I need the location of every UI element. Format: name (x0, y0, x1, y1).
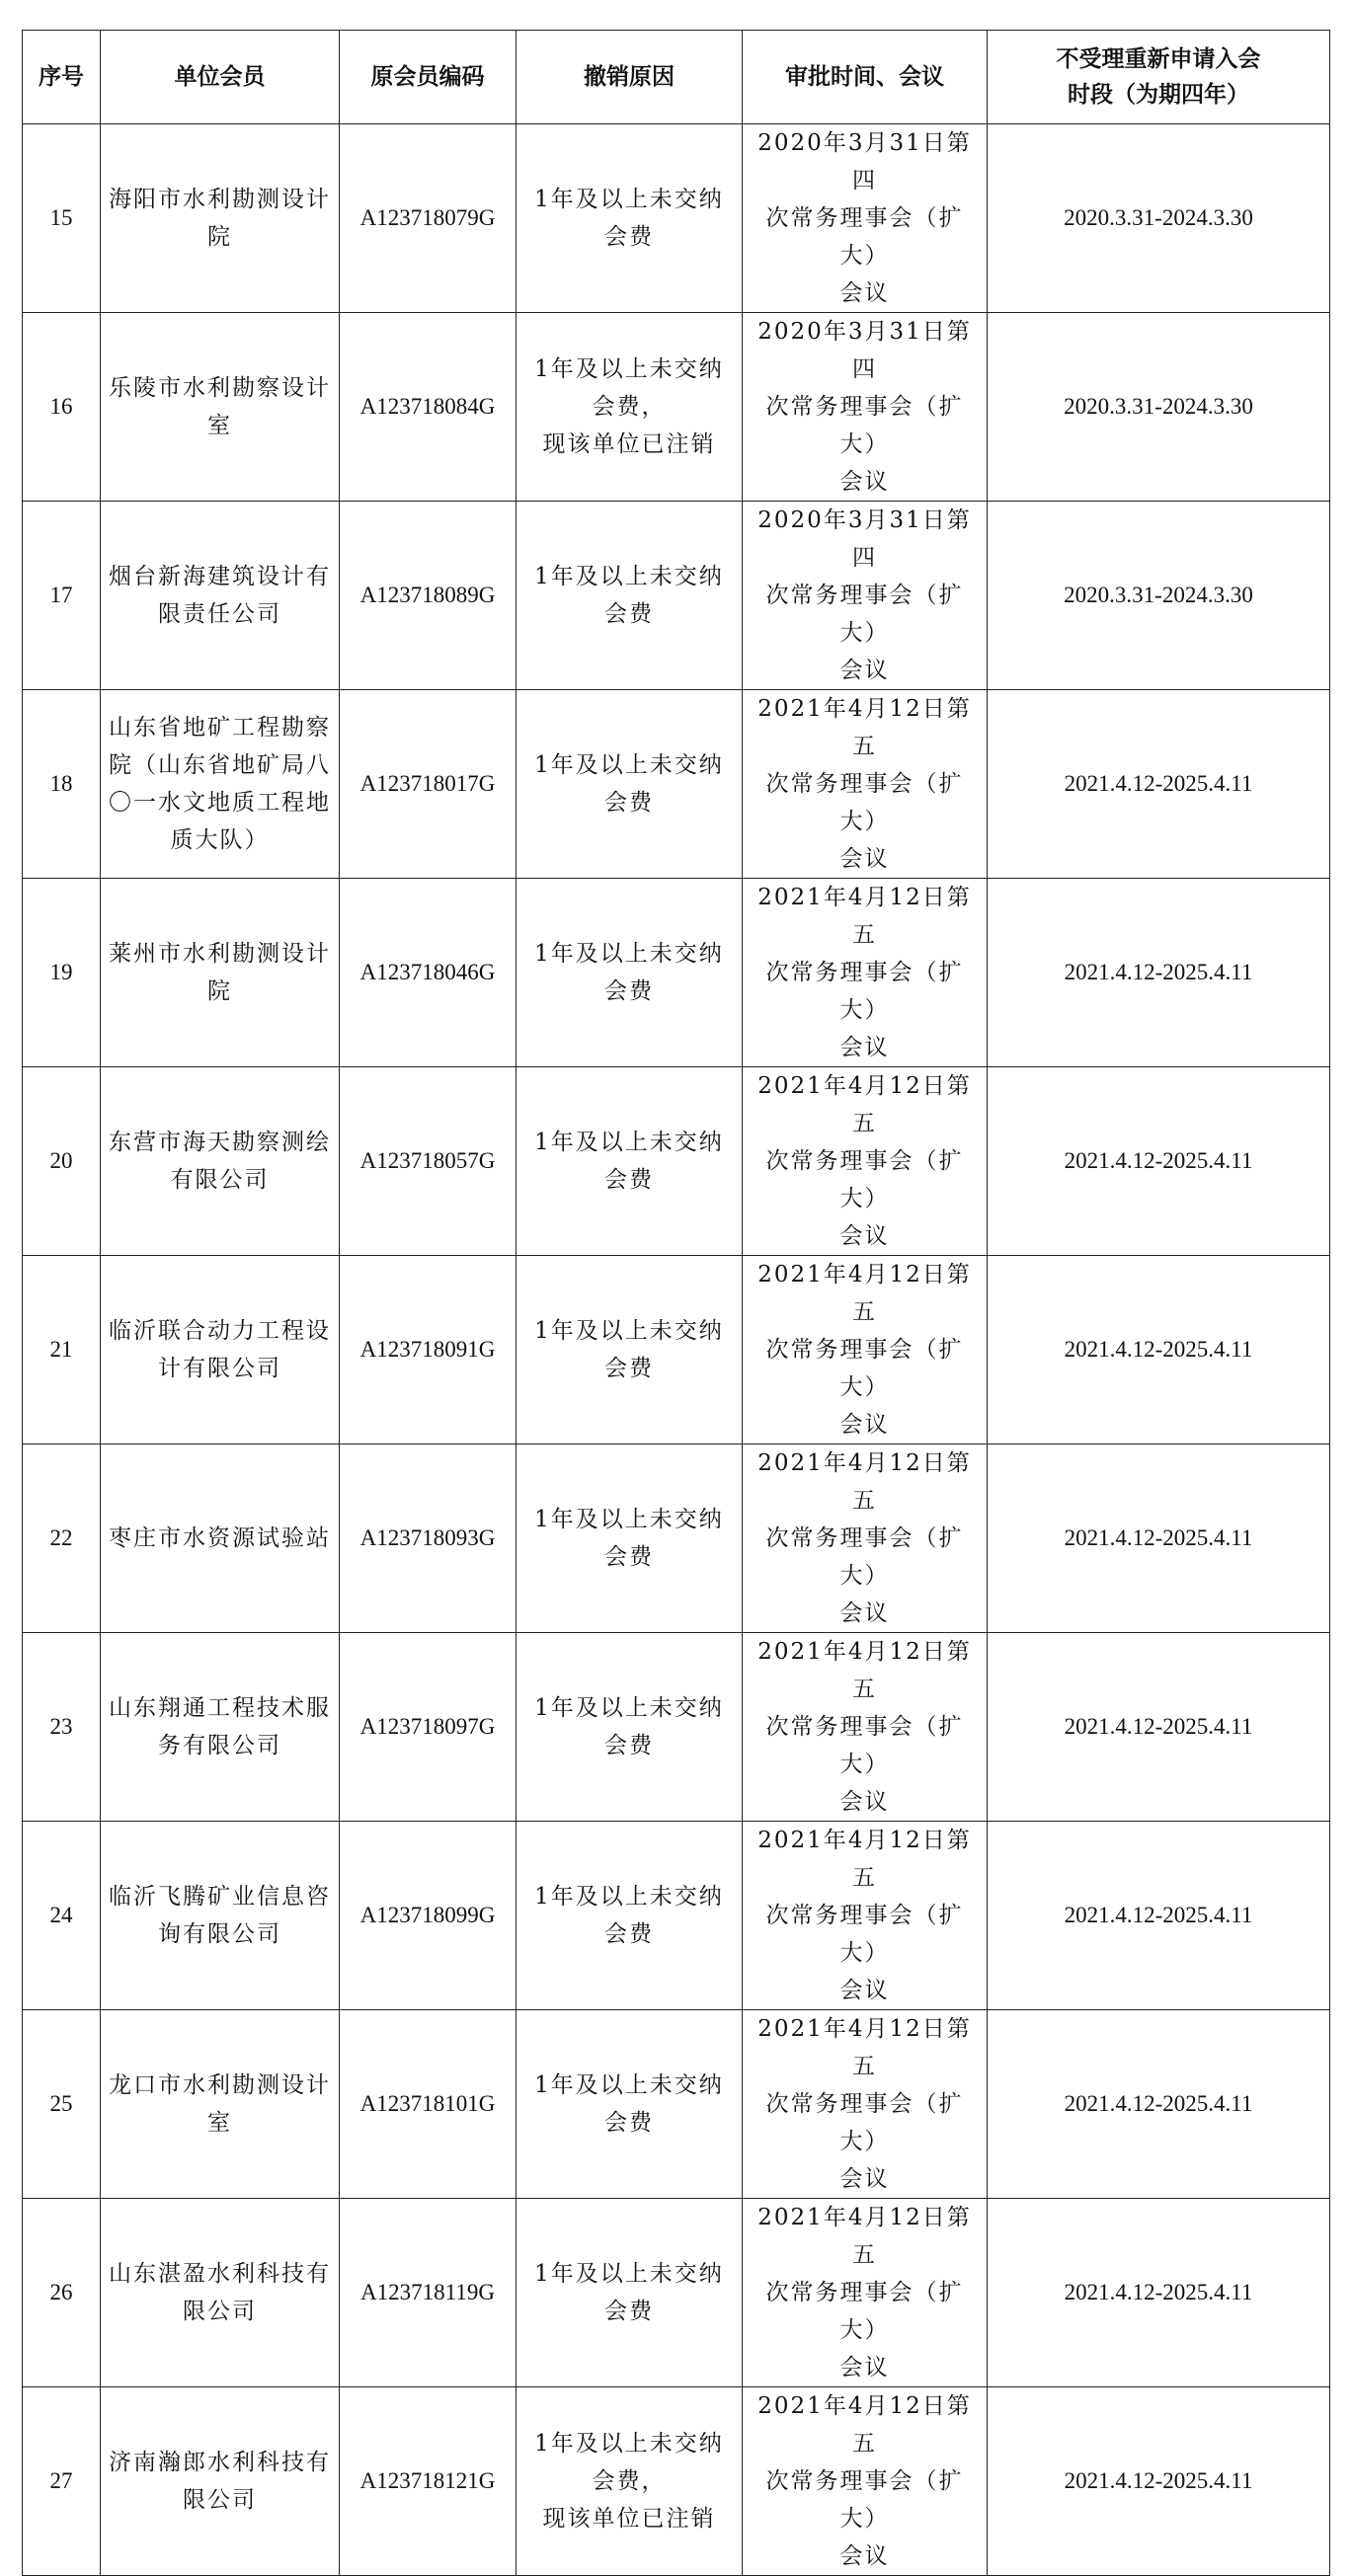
cell-period: 2021.4.12-2025.4.11 (988, 1067, 1330, 1256)
cell-reason (517, 690, 743, 879)
cell-reason (517, 879, 743, 1067)
cell-meeting-line: 2020年3月31日第四 (757, 507, 972, 571)
cell-unit-line: 山东省地矿工程勘察 (109, 715, 331, 741)
header-period (988, 31, 1330, 124)
cell-reason-line: 会费 (604, 1921, 654, 1947)
cell-reason (517, 2199, 743, 2387)
cell-reason-line: 会费 (604, 790, 654, 816)
cell-no: 15 (23, 124, 101, 313)
cell-period: 2020.3.31-2024.3.30 (988, 124, 1330, 313)
table-row (23, 124, 1330, 313)
cell-no: 17 (23, 502, 101, 690)
cell-code: A123718121G (340, 2387, 517, 2576)
table-row (23, 502, 1330, 690)
cell-meeting-line: 会议 (839, 2355, 890, 2381)
cell-reason (517, 1822, 743, 2010)
cell-meeting-line: 2020年3月31日第四 (757, 319, 972, 382)
cell-reason-line: 1年及以上未交纳 (534, 564, 724, 589)
cell-reason-line: 1年及以上未交纳 (534, 2261, 724, 2287)
cell-period: 2020.3.31-2024.3.30 (988, 313, 1330, 502)
table-row (23, 1444, 1330, 1633)
cell-unit-line: 〇一水文地质工程地 (109, 790, 331, 816)
cell-reason (517, 2387, 743, 2576)
cell-unit-line: 临沂联合动力工程设 (109, 1318, 331, 1344)
cell-unit-line: 限公司 (183, 2299, 257, 2324)
cell-meeting-line: 次常务理事会（扩大） (765, 2091, 964, 2154)
header-unit: 单位会员 (101, 31, 340, 124)
cell-no: 20 (23, 1067, 101, 1256)
cell-reason-line: 会费 (604, 2110, 654, 2136)
cell-unit-line: 济南瀚郎水利科技有 (109, 2450, 331, 2475)
cell-period: 2021.4.12-2025.4.11 (988, 1633, 1330, 1822)
cell-reason-line: 1年及以上未交纳 (534, 1318, 724, 1344)
header-meeting: 审批时间、会议 (743, 31, 988, 124)
cell-meeting-line: 会议 (839, 1978, 890, 2003)
cell-unit-line: 烟台新海建筑设计有 (109, 564, 331, 589)
cell-meeting (743, 313, 988, 502)
cell-reason-line: 1年及以上未交纳 (534, 2072, 724, 2098)
cell-reason-line: 会费 (604, 2299, 654, 2324)
header-reason: 撤销原因 (517, 31, 743, 124)
cell-meeting (743, 1067, 988, 1256)
table-row (23, 879, 1330, 1067)
header-period-line-1: 不受理重新申请入会 (1056, 46, 1261, 72)
cell-meeting-line: 次常务理事会（扩大） (765, 960, 964, 1023)
cell-meeting (743, 2010, 988, 2199)
cell-meeting-line: 2021年4月12日第五 (757, 1262, 972, 1325)
cell-unit (101, 2199, 340, 2387)
table-row (23, 313, 1330, 502)
cell-meeting-line: 次常务理事会（扩大） (765, 1148, 964, 1211)
cell-unit-line: 莱州市水利勘测设计 (109, 941, 331, 967)
cell-code: A123718057G (340, 1067, 517, 1256)
cell-period: 2020.3.31-2024.3.30 (988, 502, 1330, 690)
cell-meeting (743, 2387, 988, 2576)
table-row (23, 1067, 1330, 1256)
cell-reason-line: 1年及以上未交纳 (534, 356, 724, 382)
cell-meeting-line: 会议 (839, 2166, 890, 2192)
cell-meeting-line: 会议 (839, 2543, 890, 2569)
cell-code: A123718097G (340, 1633, 517, 1822)
cell-meeting-line: 会议 (839, 846, 890, 872)
cell-no: 16 (23, 313, 101, 502)
cell-meeting-line: 会议 (839, 1035, 890, 1060)
cell-meeting-line: 2021年4月12日第五 (757, 2205, 972, 2268)
table-row (23, 2199, 1330, 2387)
cell-period: 2021.4.12-2025.4.11 (988, 2199, 1330, 2387)
cell-unit-line: 限公司 (183, 2487, 257, 2513)
header-row (23, 31, 1330, 124)
cell-meeting-line: 次常务理事会（扩大） (765, 394, 964, 457)
cell-meeting-line: 2021年4月12日第五 (757, 1639, 972, 1702)
cell-unit-line: 询有限公司 (158, 1921, 281, 1947)
cell-no: 24 (23, 1822, 101, 2010)
cell-reason (517, 2010, 743, 2199)
cell-meeting-line: 次常务理事会（扩大） (765, 1714, 964, 1777)
cell-meeting-line: 2021年4月12日第五 (757, 2393, 972, 2457)
cell-meeting-line: 2020年3月31日第四 (757, 130, 972, 194)
cell-reason-line: 会费 (604, 601, 654, 627)
cell-code: A123718093G (340, 1444, 517, 1633)
cell-meeting-line: 次常务理事会（扩大） (765, 1903, 964, 1966)
cell-no: 27 (23, 2387, 101, 2576)
cell-unit-line: 限责任公司 (158, 601, 281, 627)
cell-no: 18 (23, 690, 101, 879)
cell-reason (517, 1444, 743, 1633)
cell-unit-line: 山东湛盈水利科技有 (109, 2261, 331, 2287)
cell-unit-line: 院 (207, 978, 232, 1004)
cell-meeting (743, 2199, 988, 2387)
cell-reason-line: 会费 (604, 1544, 654, 1570)
cell-unit (101, 1444, 340, 1633)
cell-unit (101, 2010, 340, 2199)
cell-meeting-line: 次常务理事会（扩大） (765, 205, 964, 269)
cell-reason-line: 会费， (592, 2468, 667, 2494)
header-no: 序号 (23, 31, 101, 124)
cell-unit-line: 院（山东省地矿局八 (109, 752, 331, 778)
cell-meeting (743, 502, 988, 690)
cell-period: 2021.4.12-2025.4.11 (988, 690, 1330, 879)
cell-unit-line: 枣庄市水资源试验站 (109, 1525, 331, 1551)
header-code: 原会员编码 (340, 31, 517, 124)
cell-code: A123718017G (340, 690, 517, 879)
cell-unit (101, 1822, 340, 2010)
cell-no: 22 (23, 1444, 101, 1633)
cell-unit (101, 313, 340, 502)
cell-meeting-line: 会议 (839, 658, 890, 683)
cell-reason-line: 会费 (604, 224, 654, 250)
cell-meeting-line: 2021年4月12日第五 (757, 2016, 972, 2079)
cell-meeting-line: 会议 (839, 280, 890, 306)
cell-reason-line: 现该单位已注销 (542, 431, 716, 457)
cell-reason (517, 1633, 743, 1822)
cell-code: A123718099G (340, 1822, 517, 2010)
cell-reason-line: 1年及以上未交纳 (534, 2431, 724, 2457)
cell-unit (101, 879, 340, 1067)
cell-meeting (743, 879, 988, 1067)
cell-unit-line: 院 (207, 224, 232, 250)
cell-code: A123718084G (340, 313, 517, 502)
cell-meeting-line: 2021年4月12日第五 (757, 696, 972, 759)
cell-meeting-line: 2021年4月12日第五 (757, 1450, 972, 1514)
cell-reason (517, 313, 743, 502)
cell-no: 26 (23, 2199, 101, 2387)
cell-meeting-line: 次常务理事会（扩大） (765, 1337, 964, 1400)
cell-reason-line: 1年及以上未交纳 (534, 1695, 724, 1721)
cell-unit-line: 务有限公司 (158, 1733, 281, 1758)
cell-period: 2021.4.12-2025.4.11 (988, 1256, 1330, 1444)
table-row (23, 1256, 1330, 1444)
cell-no: 23 (23, 1633, 101, 1822)
cell-unit-line: 质大队） (170, 827, 270, 853)
cell-code: A123718046G (340, 879, 517, 1067)
cell-meeting-line: 会议 (839, 1223, 890, 1249)
cell-reason (517, 502, 743, 690)
table-row (23, 2010, 1330, 2199)
cell-code: A123718119G (340, 2199, 517, 2387)
cell-reason-line: 会费 (604, 978, 654, 1004)
cell-unit-line: 海阳市水利勘测设计 (109, 187, 331, 212)
cell-meeting-line: 2021年4月12日第五 (757, 885, 972, 948)
cell-code: A123718079G (340, 124, 517, 313)
cell-unit (101, 2387, 340, 2576)
cell-reason (517, 1256, 743, 1444)
cell-meeting-line: 会议 (839, 1600, 890, 1626)
cell-meeting-line: 2021年4月12日第五 (757, 1073, 972, 1136)
cell-unit (101, 1067, 340, 1256)
cell-unit (101, 124, 340, 313)
table-header (23, 31, 1330, 124)
cell-no: 25 (23, 2010, 101, 2199)
cell-meeting (743, 1256, 988, 1444)
cell-unit-line: 室 (207, 413, 232, 438)
cell-reason-line: 会费 (604, 1356, 654, 1381)
cell-meeting-line: 2021年4月12日第五 (757, 1828, 972, 1891)
cell-reason-line: 1年及以上未交纳 (534, 1130, 724, 1155)
cell-meeting-line: 次常务理事会（扩大） (765, 583, 964, 646)
cell-period: 2021.4.12-2025.4.11 (988, 2387, 1330, 2576)
table-body (23, 124, 1330, 2576)
cell-unit (101, 1633, 340, 1822)
cell-unit (101, 690, 340, 879)
cell-meeting (743, 1822, 988, 2010)
revoked-members-table (22, 30, 1330, 2576)
cell-reason-line: 会费 (604, 1733, 654, 1758)
cell-meeting (743, 124, 988, 313)
cell-no: 19 (23, 879, 101, 1067)
cell-unit-line: 龙口市水利勘测设计 (109, 2072, 331, 2098)
cell-reason-line: 1年及以上未交纳 (534, 1507, 724, 1532)
cell-no: 21 (23, 1256, 101, 1444)
table-row (23, 1822, 1330, 2010)
cell-reason-line: 1年及以上未交纳 (534, 187, 724, 212)
cell-meeting-line: 次常务理事会（扩大） (765, 2280, 964, 2343)
cell-meeting-line: 会议 (839, 1412, 890, 1438)
cell-meeting-line: 会议 (839, 469, 890, 495)
cell-unit-line: 山东翔通工程技术服 (109, 1695, 331, 1721)
cell-meeting-line: 次常务理事会（扩大） (765, 2468, 964, 2532)
cell-period: 2021.4.12-2025.4.11 (988, 1444, 1330, 1633)
cell-unit-line: 有限公司 (170, 1167, 270, 1193)
table-row (23, 2387, 1330, 2576)
cell-reason (517, 124, 743, 313)
cell-code: A123718101G (340, 2010, 517, 2199)
cell-reason-line: 会费 (604, 1167, 654, 1193)
cell-reason-line: 会费， (592, 394, 667, 420)
cell-meeting-line: 次常务理事会（扩大） (765, 1525, 964, 1589)
cell-unit (101, 502, 340, 690)
cell-unit-line: 计有限公司 (158, 1356, 281, 1381)
cell-period: 2021.4.12-2025.4.11 (988, 1822, 1330, 2010)
cell-meeting (743, 690, 988, 879)
cell-period: 2021.4.12-2025.4.11 (988, 2010, 1330, 2199)
header-period-line-2: 时段（为期四年） (1068, 82, 1249, 108)
cell-reason-line: 1年及以上未交纳 (534, 752, 724, 778)
cell-unit-line: 室 (207, 2110, 232, 2136)
cell-reason-line: 1年及以上未交纳 (534, 941, 724, 967)
cell-reason (517, 1067, 743, 1256)
table-row (23, 1633, 1330, 1822)
cell-code: A123718091G (340, 1256, 517, 1444)
cell-meeting-line: 次常务理事会（扩大） (765, 771, 964, 834)
cell-unit-line: 乐陵市水利勘察设计 (109, 375, 331, 401)
table-row (23, 690, 1330, 879)
cell-unit-line: 临沂飞腾矿业信息咨 (109, 1884, 331, 1910)
cell-code: A123718089G (340, 502, 517, 690)
cell-meeting (743, 1633, 988, 1822)
cell-period: 2021.4.12-2025.4.11 (988, 879, 1330, 1067)
cell-reason-line: 1年及以上未交纳 (534, 1884, 724, 1910)
cell-meeting-line: 会议 (839, 1789, 890, 1815)
cell-unit (101, 1256, 340, 1444)
cell-unit-line: 东营市海天勘察测绘 (109, 1130, 331, 1155)
cell-reason-line: 现该单位已注销 (542, 2506, 716, 2532)
cell-meeting (743, 1444, 988, 1633)
